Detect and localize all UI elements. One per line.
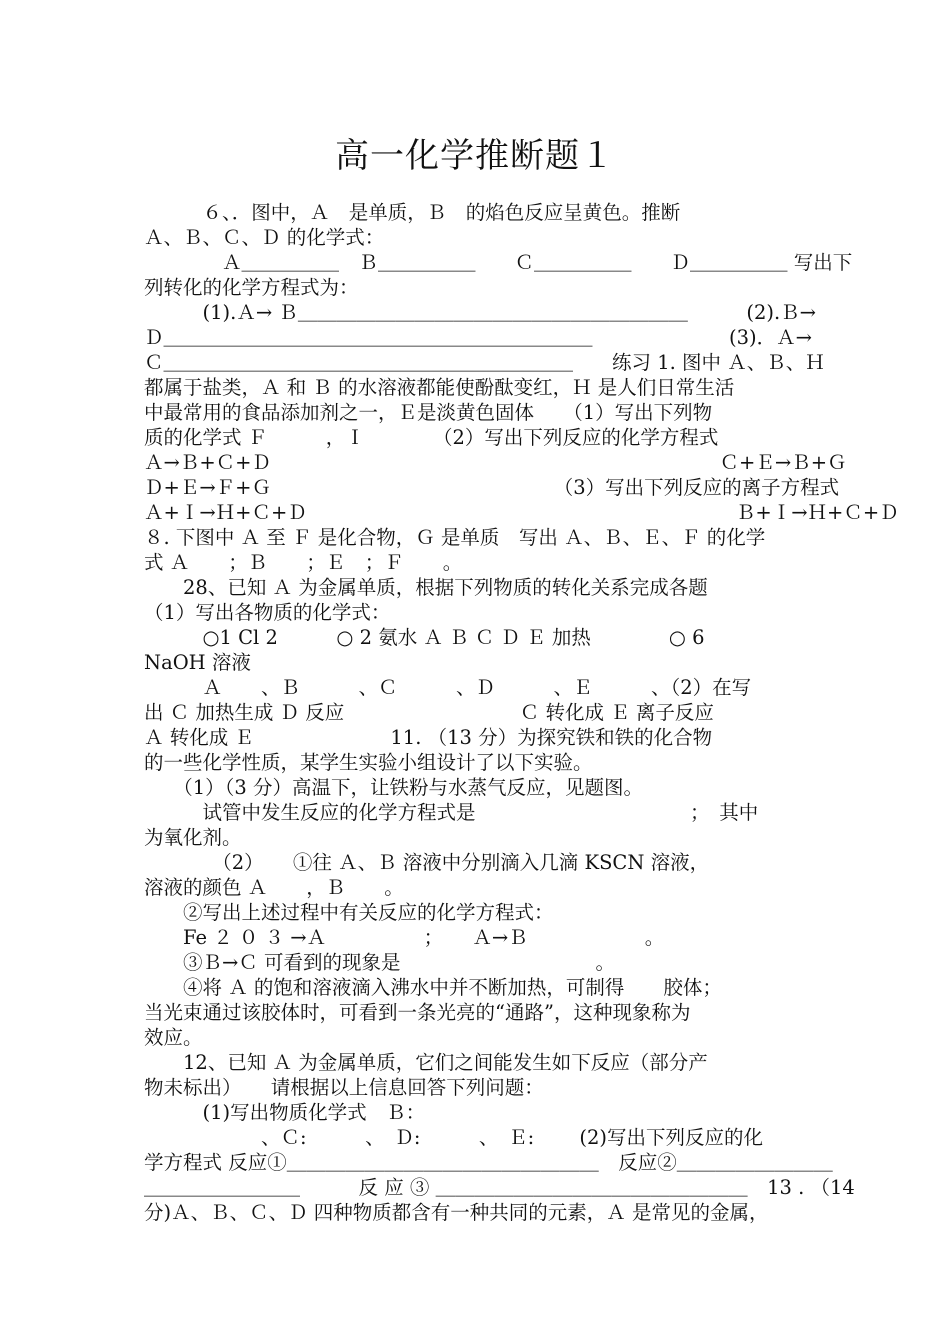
text-line: 试管中发生反应的化学方程式是 ； 其中 xyxy=(144,801,759,824)
text-line: ○1 Cl 2 ○ 2 氨水 Ａ Ｂ Ｃ Ｄ Ｅ 加热 ○ 6 xyxy=(144,626,705,649)
text-line: 物未标出） 请根据以上信息回答下列问题： xyxy=(144,1076,544,1099)
text-line: ８. 下图中 Ａ 至 Ｆ 是化合物，Ｇ 是单质 写出 Ａ、Ｂ、Ｅ、Ｆ 的化学 xyxy=(144,526,766,549)
text-line: Ａ、Ｂ、Ｃ、Ｄ 的化学式： xyxy=(144,226,385,249)
text-line: 列转化的化学方程式为： xyxy=(144,276,359,299)
text-line: (1).Ａ→ Ｂ＿＿＿＿＿＿＿＿＿＿＿＿＿＿＿＿＿＿＿＿ (2).Ｂ→ xyxy=(144,301,817,324)
text-line: 28、已知 Ａ 为金属单质，根据下列物质的转化关系完成各题 xyxy=(144,576,708,599)
text-line: ＿＿＿＿＿＿＿＿ 反 应 ③ ＿＿＿＿＿＿＿＿＿＿＿＿＿＿＿＿ 13 . （14 xyxy=(144,1176,855,1199)
text-line: 中最常用的食品添加剂之一，Ｅ是淡黄色固体 （1）写出下列物 xyxy=(144,401,713,424)
text-line: Ａ→Ｂ+Ｃ+Ｄ Ｃ+Ｅ→Ｂ+Ｇ xyxy=(144,451,847,474)
text-line: Ｄ+Ｅ→Ｆ+Ｇ （3）写出下列反应的离子方程式 xyxy=(144,476,840,499)
text-line: (1)写出物质化学式 Ｂ： xyxy=(144,1101,426,1124)
text-line: Ａ+Ｉ→Ｈ+Ｃ+Ｄ Ｂ+Ｉ→Ｈ+Ｃ+Ｄ xyxy=(144,501,899,524)
text-line: NaOH 溶液 xyxy=(144,651,251,674)
text-line: 的一些化学性质，某学生实验小组设计了以下实验。 xyxy=(144,751,593,774)
text-line: 12、已知 Ａ 为金属单质，它们之间能发生如下反应（部分产 xyxy=(144,1051,708,1074)
text-line: Ａ 、Ｂ 、Ｃ 、Ｄ 、Ｅ 、（2）在写 xyxy=(144,676,752,699)
text-line: 效应。 xyxy=(144,1026,203,1049)
page-title: 高一化学推断题１ xyxy=(335,136,615,176)
text-line: （1）（3 分）高温下，让铁粉与水蒸气反应，见题图。 xyxy=(144,776,644,799)
text-line: 学方程式 反应①＿＿＿＿＿＿＿＿＿＿＿＿＿＿＿＿ 反应②＿＿＿＿＿＿＿＿ xyxy=(144,1151,833,1174)
text-line: 式 Ａ ；Ｂ ；Ｅ ；Ｆ 。 xyxy=(144,551,463,574)
text-line: （2） ①往 Ａ、Ｂ 溶液中分别滴入几滴 KSCN 溶液， xyxy=(144,851,710,874)
text-line: Ｃ＿＿＿＿＿＿＿＿＿＿＿＿＿＿＿＿＿＿＿＿＿ 练习 1. 图中 Ａ、Ｂ、Ｈ xyxy=(144,351,825,374)
text-line: （1）写出各物质的化学式： xyxy=(144,601,391,624)
text-line: Ａ 转化成 Ｅ 11. （13 分）为探究铁和铁的化合物 xyxy=(144,726,713,749)
text-line: 分)Ａ、Ｂ、Ｃ、Ｄ 四种物质都含有一种共同的元素，Ａ 是常见的金属， xyxy=(144,1201,769,1224)
text-line: ④将 Ａ 的饱和溶液滴入沸水中并不断加热，可制得 胶体； xyxy=(144,976,722,999)
text-line: Ａ＿＿＿＿＿ Ｂ＿＿＿＿＿ Ｃ＿＿＿＿＿ Ｄ＿＿＿＿＿ 写出下 xyxy=(144,251,853,274)
text-line: ③Ｂ→Ｃ 可看到的现象是 。 xyxy=(144,951,616,974)
text-line: 、Ｃ: 、 Ｄ: 、 Ｅ: (2)写出下列反应的化 xyxy=(144,1126,764,1149)
text-line: 当光束通过该胶体时，可看到一条光亮的“通路”，这种现象称为 xyxy=(144,1001,691,1024)
text-line: 溶液的颜色 Ａ ，Ｂ 。 xyxy=(144,876,404,899)
text-line: Fe ２ ０ ３ →Ａ ； Ａ→Ｂ 。 xyxy=(144,926,665,949)
text-line: Ｄ＿＿＿＿＿＿＿＿＿＿＿＿＿＿＿＿＿＿＿＿＿＿ (3)．Ａ→ xyxy=(144,326,812,349)
text-line: 都属于盐类，Ａ 和 Ｂ 的水溶液都能使酚酞变红，Ｈ 是人们日常生活 xyxy=(144,376,735,399)
text-line: 质的化学式 Ｆ ，Ｉ （2）写出下列反应的化学方程式 xyxy=(144,426,719,449)
text-line: 出 Ｃ 加热生成 Ｄ 反应 Ｃ 转化成 Ｅ 离子反应 xyxy=(144,701,714,724)
text-line: ６、．图中，Ａ 是单质，Ｂ 的焰色反应呈黄色。推断 xyxy=(144,201,681,224)
text-line: 为氧化剂。 xyxy=(144,826,242,849)
text-line: ②写出上述过程中有关反应的化学方程式： xyxy=(144,901,554,924)
